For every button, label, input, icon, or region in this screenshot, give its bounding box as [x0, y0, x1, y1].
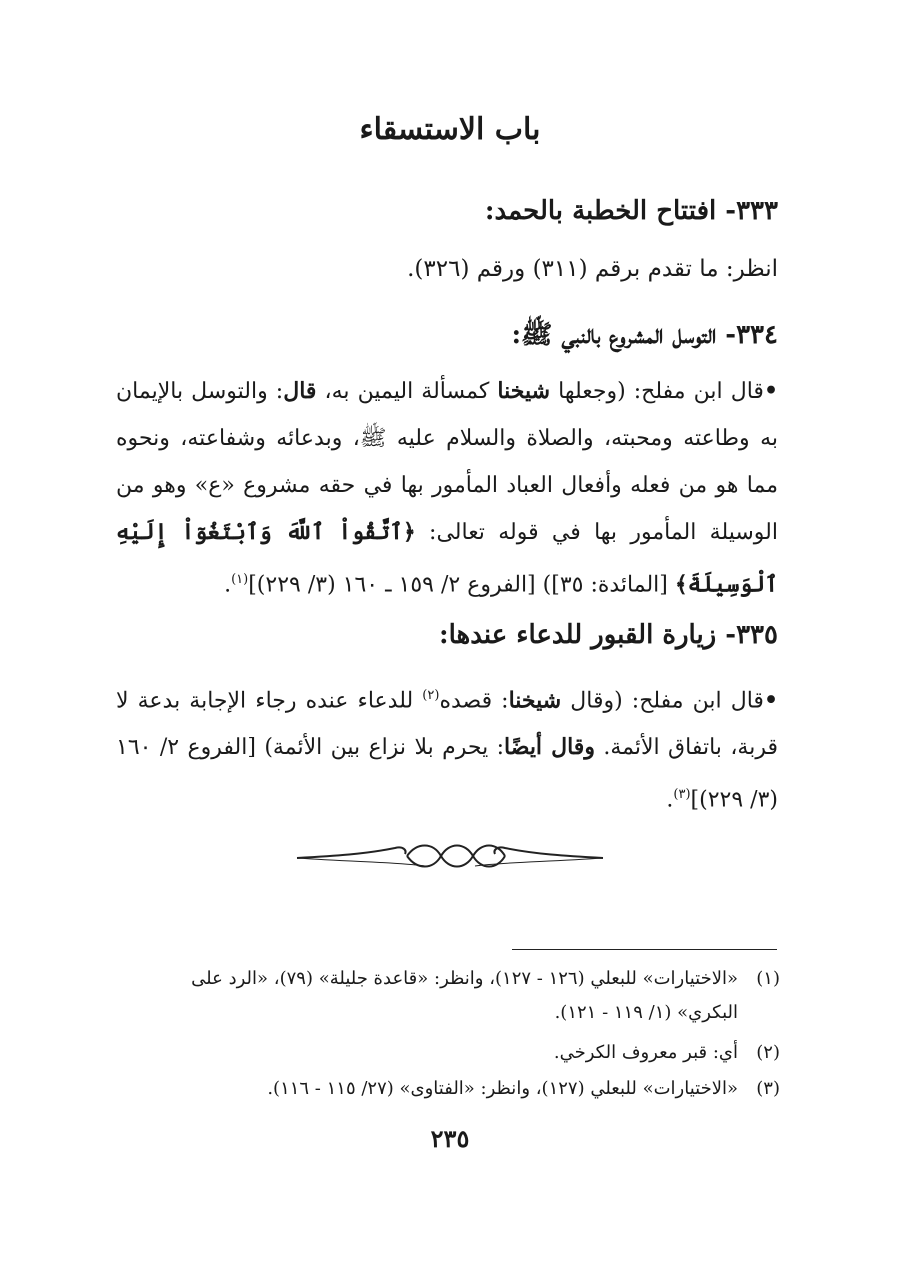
- paragraph-text: : قصده: [439, 688, 509, 714]
- emphasis-text: شيخنا: [497, 378, 551, 404]
- page-number: ٢٣٥: [430, 1124, 470, 1153]
- section-334-paragraph: [116, 368, 778, 608]
- section-heading-333: ٣٣٣- افتتاح الخطبة بالحمد:: [484, 196, 778, 226]
- citation-text: [المائدة: ٣٥]) [الفروع ٢/ ١٥٩ ـ ١٦٠ (٣/ ٢٢٩)]: [248, 572, 675, 598]
- footnote-number: (١): [756, 968, 780, 989]
- paragraph-text: .: [224, 572, 232, 598]
- decorative-flourish-icon: [295, 836, 605, 876]
- paragraph-text: : والتوسل بالإيمان به وطاعته ومحبته، والصلاة والسلام عليه ﷺ، وبدعائه وشفاعته، ونحوه مما هو من فعله وأفعال العباد المأمور بها في حقه مشروع «ع» وهو من الوسيلة المأمور بها في قوله تعالى:: [116, 379, 778, 545]
- paragraph-text: للدعاء عنده رجاء الإجابة بدعة لا قربة، باتفاق الأئمة.: [116, 688, 778, 761]
- footnote-marker-2: (٢): [422, 688, 440, 703]
- footnote-number: (٢): [756, 1042, 780, 1063]
- paragraph-text: قال ابن مفلح: (وقال: [561, 688, 764, 714]
- section-335-paragraph: [116, 672, 778, 824]
- footnote-3: [115, 1072, 780, 1106]
- paragraph-text: : يحرم بلا نزاع بين الأئمة) [الفروع ٢/ ١٦٠ (٣/ ٢٢٩)]: [116, 735, 778, 813]
- footnote-divider: [512, 949, 777, 950]
- footnote-text: «الاختيارات» للبعلي (١٢٧)، وانظر: «الفتاوى» (٢٧/ ١١٥ - ١١٦).: [267, 1078, 738, 1099]
- bullet-icon: •: [763, 378, 779, 404]
- footnote-1: [115, 962, 780, 1030]
- paragraph-text: كمسألة اليمين به،: [316, 379, 498, 404]
- emphasis-text: شيخنا: [508, 687, 562, 714]
- emphasis-text: قال: [283, 378, 317, 404]
- footnote-marker-3: (٣): [673, 787, 691, 803]
- footnote-text: «الاختيارات» للبعلي (١٢٦ - ١٢٧)، وانظر: «قاعدة جليلة» (٧٩)، «الرد على: [191, 968, 738, 989]
- footnote-number: (٣): [756, 1078, 780, 1099]
- paragraph-text: قال ابن مفلح: (وجعلها: [550, 379, 764, 404]
- emphasis-text: وقال أيضًا: [504, 734, 595, 761]
- footnote-text: البكري» (١/ ١١٩ - ١٢١).: [554, 1002, 738, 1023]
- footnote-2: [115, 1036, 780, 1070]
- section-heading-335: ٣٣٥- زيارة القبور للدعاء عندها:: [438, 620, 778, 650]
- chapter-title: باب الاستسقاء: [359, 112, 541, 147]
- footnote-text: أي: قبر معروف الكرخي.: [553, 1042, 738, 1063]
- footnote-marker-1: (١): [231, 572, 249, 587]
- bullet-icon: •: [763, 687, 778, 714]
- section-heading-334: ٣٣٤- التوسل المشروع بالنبي ﷺ:: [511, 320, 778, 350]
- quran-verse: ﴿ٱتَّقُواْ ٱللَّهَ وَٱبْتَغُوٓاْ إِلَيْهِ ٱلْوَسِيلَةَ﴾: [116, 519, 778, 598]
- paragraph-text: .: [666, 787, 674, 813]
- section-333-text: انظر: ما تقدم برقم (٣١١) ورقم (٣٢٦).: [407, 256, 778, 282]
